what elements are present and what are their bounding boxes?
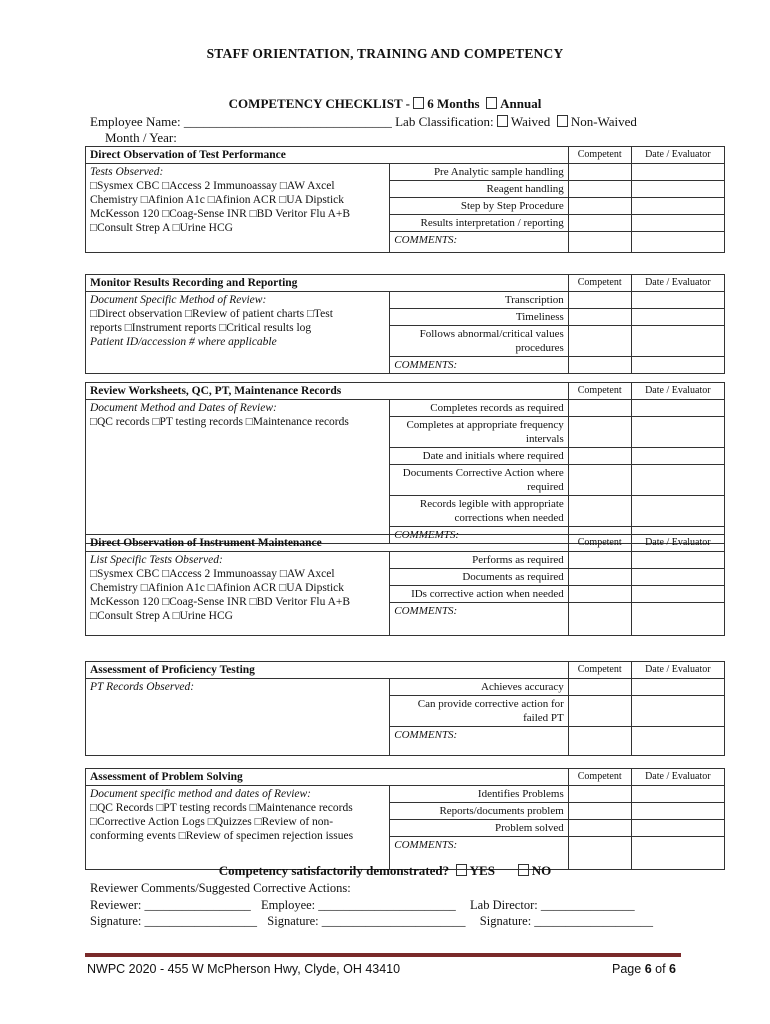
date-evaluator-column-header: Date / Evaluator: [631, 383, 724, 400]
section-title: Direct Observation of Instrument Maintenance: [86, 535, 569, 552]
option-waived: Waived: [510, 114, 551, 129]
competent-cell[interactable]: [568, 696, 631, 727]
competent-cell[interactable]: [568, 357, 631, 374]
competent-cell[interactable]: [568, 417, 631, 448]
competent-column-header: Competent: [568, 147, 631, 164]
date-evaluator-cell[interactable]: [631, 292, 724, 309]
section-notes: [86, 679, 390, 756]
section-title: Monitor Results Recording and Reporting: [86, 275, 569, 292]
section-notes-line: □QC records □PT testing records □Maintenance records: [90, 416, 349, 428]
date-evaluator-cell[interactable]: [631, 417, 724, 448]
date-evaluator-cell[interactable]: [631, 326, 724, 357]
section-notes-intro: PT Records Observed:: [90, 681, 195, 693]
competent-cell[interactable]: [568, 465, 631, 496]
date-evaluator-cell[interactable]: [631, 465, 724, 496]
month-year-label: Month / Year:: [105, 130, 177, 145]
date-evaluator-cell[interactable]: [631, 552, 724, 569]
competent-column-header: Competent: [568, 769, 631, 786]
section-row: [86, 164, 725, 181]
page-prefix: Page: [612, 962, 642, 976]
reviewer-field[interactable]: Reviewer: _________________: [90, 898, 251, 912]
section-notes-line: □Corrective Action Logs □Quizzes □Review of non-: [90, 816, 334, 828]
section-row: [86, 679, 725, 696]
option-annual: Annual: [500, 96, 542, 111]
section-notes-line: McKesson 120 □Coag-Sense INR □BD Veritor Flu A+B: [90, 208, 351, 220]
date-evaluator-cell[interactable]: [631, 586, 724, 603]
lab-director-signature-field[interactable]: Signature: ___________________: [479, 914, 654, 928]
date-evaluator-cell[interactable]: [631, 820, 724, 837]
page-number: [612, 962, 676, 976]
date-evaluator-column-header: Date / Evaluator: [631, 275, 724, 292]
comments-label[interactable]: COMMENTS:: [390, 603, 569, 636]
date-evaluator-cell[interactable]: [631, 400, 724, 417]
date-evaluator-cell[interactable]: [631, 569, 724, 586]
section-notes-intro: Tests Observed:: [90, 166, 164, 178]
competent-cell[interactable]: [568, 603, 631, 636]
lab-classification-label: Lab Classification:: [395, 114, 494, 129]
competency-section: [85, 274, 725, 374]
competent-cell[interactable]: [568, 786, 631, 803]
comments-label[interactable]: COMMENTS:: [390, 727, 569, 756]
criterion-label: Can provide corrective action for failed PT: [390, 696, 569, 727]
section-row: [86, 292, 725, 309]
section-notes-line: □Consult Strep A □Urine HCG: [90, 610, 233, 622]
employee-line: [90, 114, 637, 130]
competent-cell[interactable]: [568, 679, 631, 696]
option-no: NO: [531, 863, 552, 878]
section-notes: [86, 164, 390, 253]
reviewer-signature-field[interactable]: Signature: __________________: [90, 914, 258, 928]
date-evaluator-column-header: Date / Evaluator: [631, 662, 724, 679]
competency-section: [85, 146, 725, 253]
competent-cell[interactable]: [568, 215, 631, 232]
employee-field[interactable]: Employee: ______________________: [261, 898, 456, 912]
section-row: [86, 400, 725, 417]
criterion-label: Problem solved: [390, 820, 569, 837]
competent-column-header: Competent: [568, 535, 631, 552]
footer-divider: [85, 953, 681, 957]
date-evaluator-cell[interactable]: [631, 181, 724, 198]
page-total: 6: [669, 962, 676, 976]
date-evaluator-column-header: Date / Evaluator: [631, 769, 724, 786]
date-evaluator-cell[interactable]: [631, 603, 724, 636]
competent-cell[interactable]: [568, 727, 631, 756]
date-evaluator-cell[interactable]: [631, 309, 724, 326]
competency-section: [85, 382, 725, 544]
date-evaluator-cell[interactable]: [631, 357, 724, 374]
criterion-label: Documents as required: [390, 569, 569, 586]
checkbox-6months[interactable]: [413, 97, 424, 109]
criterion-label: Documents Corrective Action where required: [390, 465, 569, 496]
competency-section: [85, 661, 725, 756]
section-title: Direct Observation of Test Performance: [86, 147, 569, 164]
option-6months: 6 Months: [427, 96, 480, 111]
option-non-waived: Non-Waived: [570, 114, 637, 129]
competent-column-header: Competent: [568, 662, 631, 679]
checkbox-yes[interactable]: [456, 864, 467, 876]
section-row: [86, 552, 725, 569]
criterion-label: Results interpretation / reporting: [390, 215, 569, 232]
page-title: STAFF ORIENTATION, TRAINING AND COMPETENCY: [206, 46, 564, 61]
criterion-label: Follows abnormal/critical values procedures: [390, 326, 569, 357]
criterion-label: Reagent handling: [390, 181, 569, 198]
section-notes: [86, 400, 390, 544]
date-evaluator-cell[interactable]: [631, 786, 724, 803]
section-notes-line: Chemistry □Afinion A1c □Afinion ACR □UA Dipstick: [90, 194, 345, 206]
criterion-label: Pre Analytic sample handling: [390, 164, 569, 181]
criterion-label: Performs as required: [390, 552, 569, 569]
section-notes-line: reports □Instrument reports □Critical results log: [90, 322, 312, 334]
competent-cell[interactable]: [568, 552, 631, 569]
employee-name-label: Employee Name: ________________________________: [90, 114, 392, 129]
comments-label[interactable]: COMMENTS:: [390, 232, 569, 253]
section-notes-line: □QC Records □PT testing records □Maintenance records: [90, 802, 353, 814]
competent-cell[interactable]: [568, 586, 631, 603]
checkbox-waived[interactable]: [497, 115, 508, 127]
date-evaluator-cell[interactable]: [631, 696, 724, 727]
page-of: of: [655, 962, 666, 976]
competent-cell[interactable]: [568, 820, 631, 837]
section-title: Assessment of Problem Solving: [86, 769, 569, 786]
section-notes-line: McKesson 120 □Coag-Sense INR □BD Veritor Flu A+B: [90, 596, 351, 608]
criterion-label: Identifies Problems: [390, 786, 569, 803]
section-notes-intro: List Specific Tests Observed:: [90, 554, 223, 566]
employee-signature-field[interactable]: Signature: _______________________: [267, 914, 466, 928]
checklist-title-text: COMPETENCY CHECKLIST -: [228, 96, 410, 111]
competent-column-header: Competent: [568, 275, 631, 292]
option-yes: YES: [469, 863, 495, 878]
competent-cell[interactable]: [568, 803, 631, 820]
competent-cell[interactable]: [568, 448, 631, 465]
competency-question-text: Competency satisfactorily demonstrated?: [218, 863, 450, 878]
competent-cell[interactable]: [568, 326, 631, 357]
criterion-label: Transcription: [390, 292, 569, 309]
criterion-label: Completes records as required: [390, 400, 569, 417]
section-notes-intro: Document Method and Dates of Review:: [90, 402, 277, 414]
signoff-names-row: [90, 898, 635, 913]
section-notes-intro: Document specific method and dates of Review:: [90, 788, 311, 800]
checkbox-non-waived[interactable]: [557, 115, 568, 127]
criterion-label: Date and initials where required: [390, 448, 569, 465]
competency-question: [0, 863, 770, 879]
section-notes-line: Chemistry □Afinion A1c □Afinion ACR □UA Dipstick: [90, 582, 345, 594]
competency-section: [85, 534, 725, 636]
competent-cell[interactable]: [568, 569, 631, 586]
footer-address: NWPC 2020 - 455 W McPherson Hwy, Clyde, OH 43410: [87, 962, 401, 976]
competent-cell[interactable]: [568, 164, 631, 181]
page-current: 6: [644, 962, 652, 976]
reviewer-comments-label: Reviewer Comments/Suggested Corrective Actions:: [90, 881, 351, 895]
comments-label[interactable]: COMMEMTS:: [390, 527, 569, 544]
section-notes: [86, 552, 390, 636]
date-evaluator-cell[interactable]: [631, 803, 724, 820]
date-evaluator-cell[interactable]: [631, 164, 724, 181]
criterion-label: Timeliness: [390, 309, 569, 326]
section-notes: [86, 786, 390, 870]
section-notes-line: □Sysmex CBC □Access 2 Immunoassay □AW Axcel: [90, 180, 335, 192]
section-title: Assessment of Proficiency Testing: [86, 662, 569, 679]
lab-director-field[interactable]: Lab Director: _______________: [470, 898, 635, 912]
date-evaluator-cell[interactable]: [631, 198, 724, 215]
checkbox-no[interactable]: [518, 864, 529, 876]
date-evaluator-cell[interactable]: [631, 215, 724, 232]
date-evaluator-cell[interactable]: [631, 448, 724, 465]
date-evaluator-column-header: Date / Evaluator: [631, 535, 724, 552]
section-notes-line: □Sysmex CBC □Access 2 Immunoassay □AW Axcel: [90, 568, 335, 580]
competent-cell[interactable]: [568, 292, 631, 309]
criterion-label: Records legible with appropriate corrections when needed: [390, 496, 569, 527]
section-title: Review Worksheets, QC, PT, Maintenance Records: [86, 383, 569, 400]
date-evaluator-cell[interactable]: [631, 232, 724, 253]
competent-cell[interactable]: [568, 309, 631, 326]
competent-column-header: Competent: [568, 383, 631, 400]
date-evaluator-column-header: Date / Evaluator: [631, 147, 724, 164]
competent-cell[interactable]: [568, 232, 631, 253]
criterion-label: IDs corrective action when needed: [390, 586, 569, 603]
competent-cell[interactable]: [568, 181, 631, 198]
criterion-label: Completes at appropriate frequency intervals: [390, 417, 569, 448]
date-evaluator-cell[interactable]: [631, 679, 724, 696]
section-row: [86, 786, 725, 803]
section-notes-outro: Patient ID/accession # where applicable: [90, 336, 277, 348]
section-notes-line: conforming events □Review of specimen rejection issues: [90, 830, 354, 842]
section-notes-line: □Direct observation □Review of patient charts □Test: [90, 308, 333, 320]
date-evaluator-cell[interactable]: [631, 496, 724, 527]
checkbox-annual[interactable]: [486, 97, 497, 109]
signature-row: [90, 914, 653, 929]
competent-cell[interactable]: [568, 400, 631, 417]
criterion-label: Step by Step Procedure: [390, 198, 569, 215]
criterion-label: Reports/documents problem: [390, 803, 569, 820]
competent-cell[interactable]: [568, 198, 631, 215]
section-notes: [86, 292, 390, 374]
comments-label[interactable]: COMMENTS:: [390, 357, 569, 374]
section-notes-intro: Document Specific Method of Review:: [90, 294, 267, 306]
criterion-label: Achieves accuracy: [390, 679, 569, 696]
checklist-title: [0, 96, 770, 112]
comments-label[interactable]: COMMENTS:: [390, 837, 569, 870]
competent-cell[interactable]: [568, 496, 631, 527]
date-evaluator-cell[interactable]: [631, 727, 724, 756]
section-notes-line: □Consult Strep A □Urine HCG: [90, 222, 233, 234]
competency-section: [85, 768, 725, 870]
